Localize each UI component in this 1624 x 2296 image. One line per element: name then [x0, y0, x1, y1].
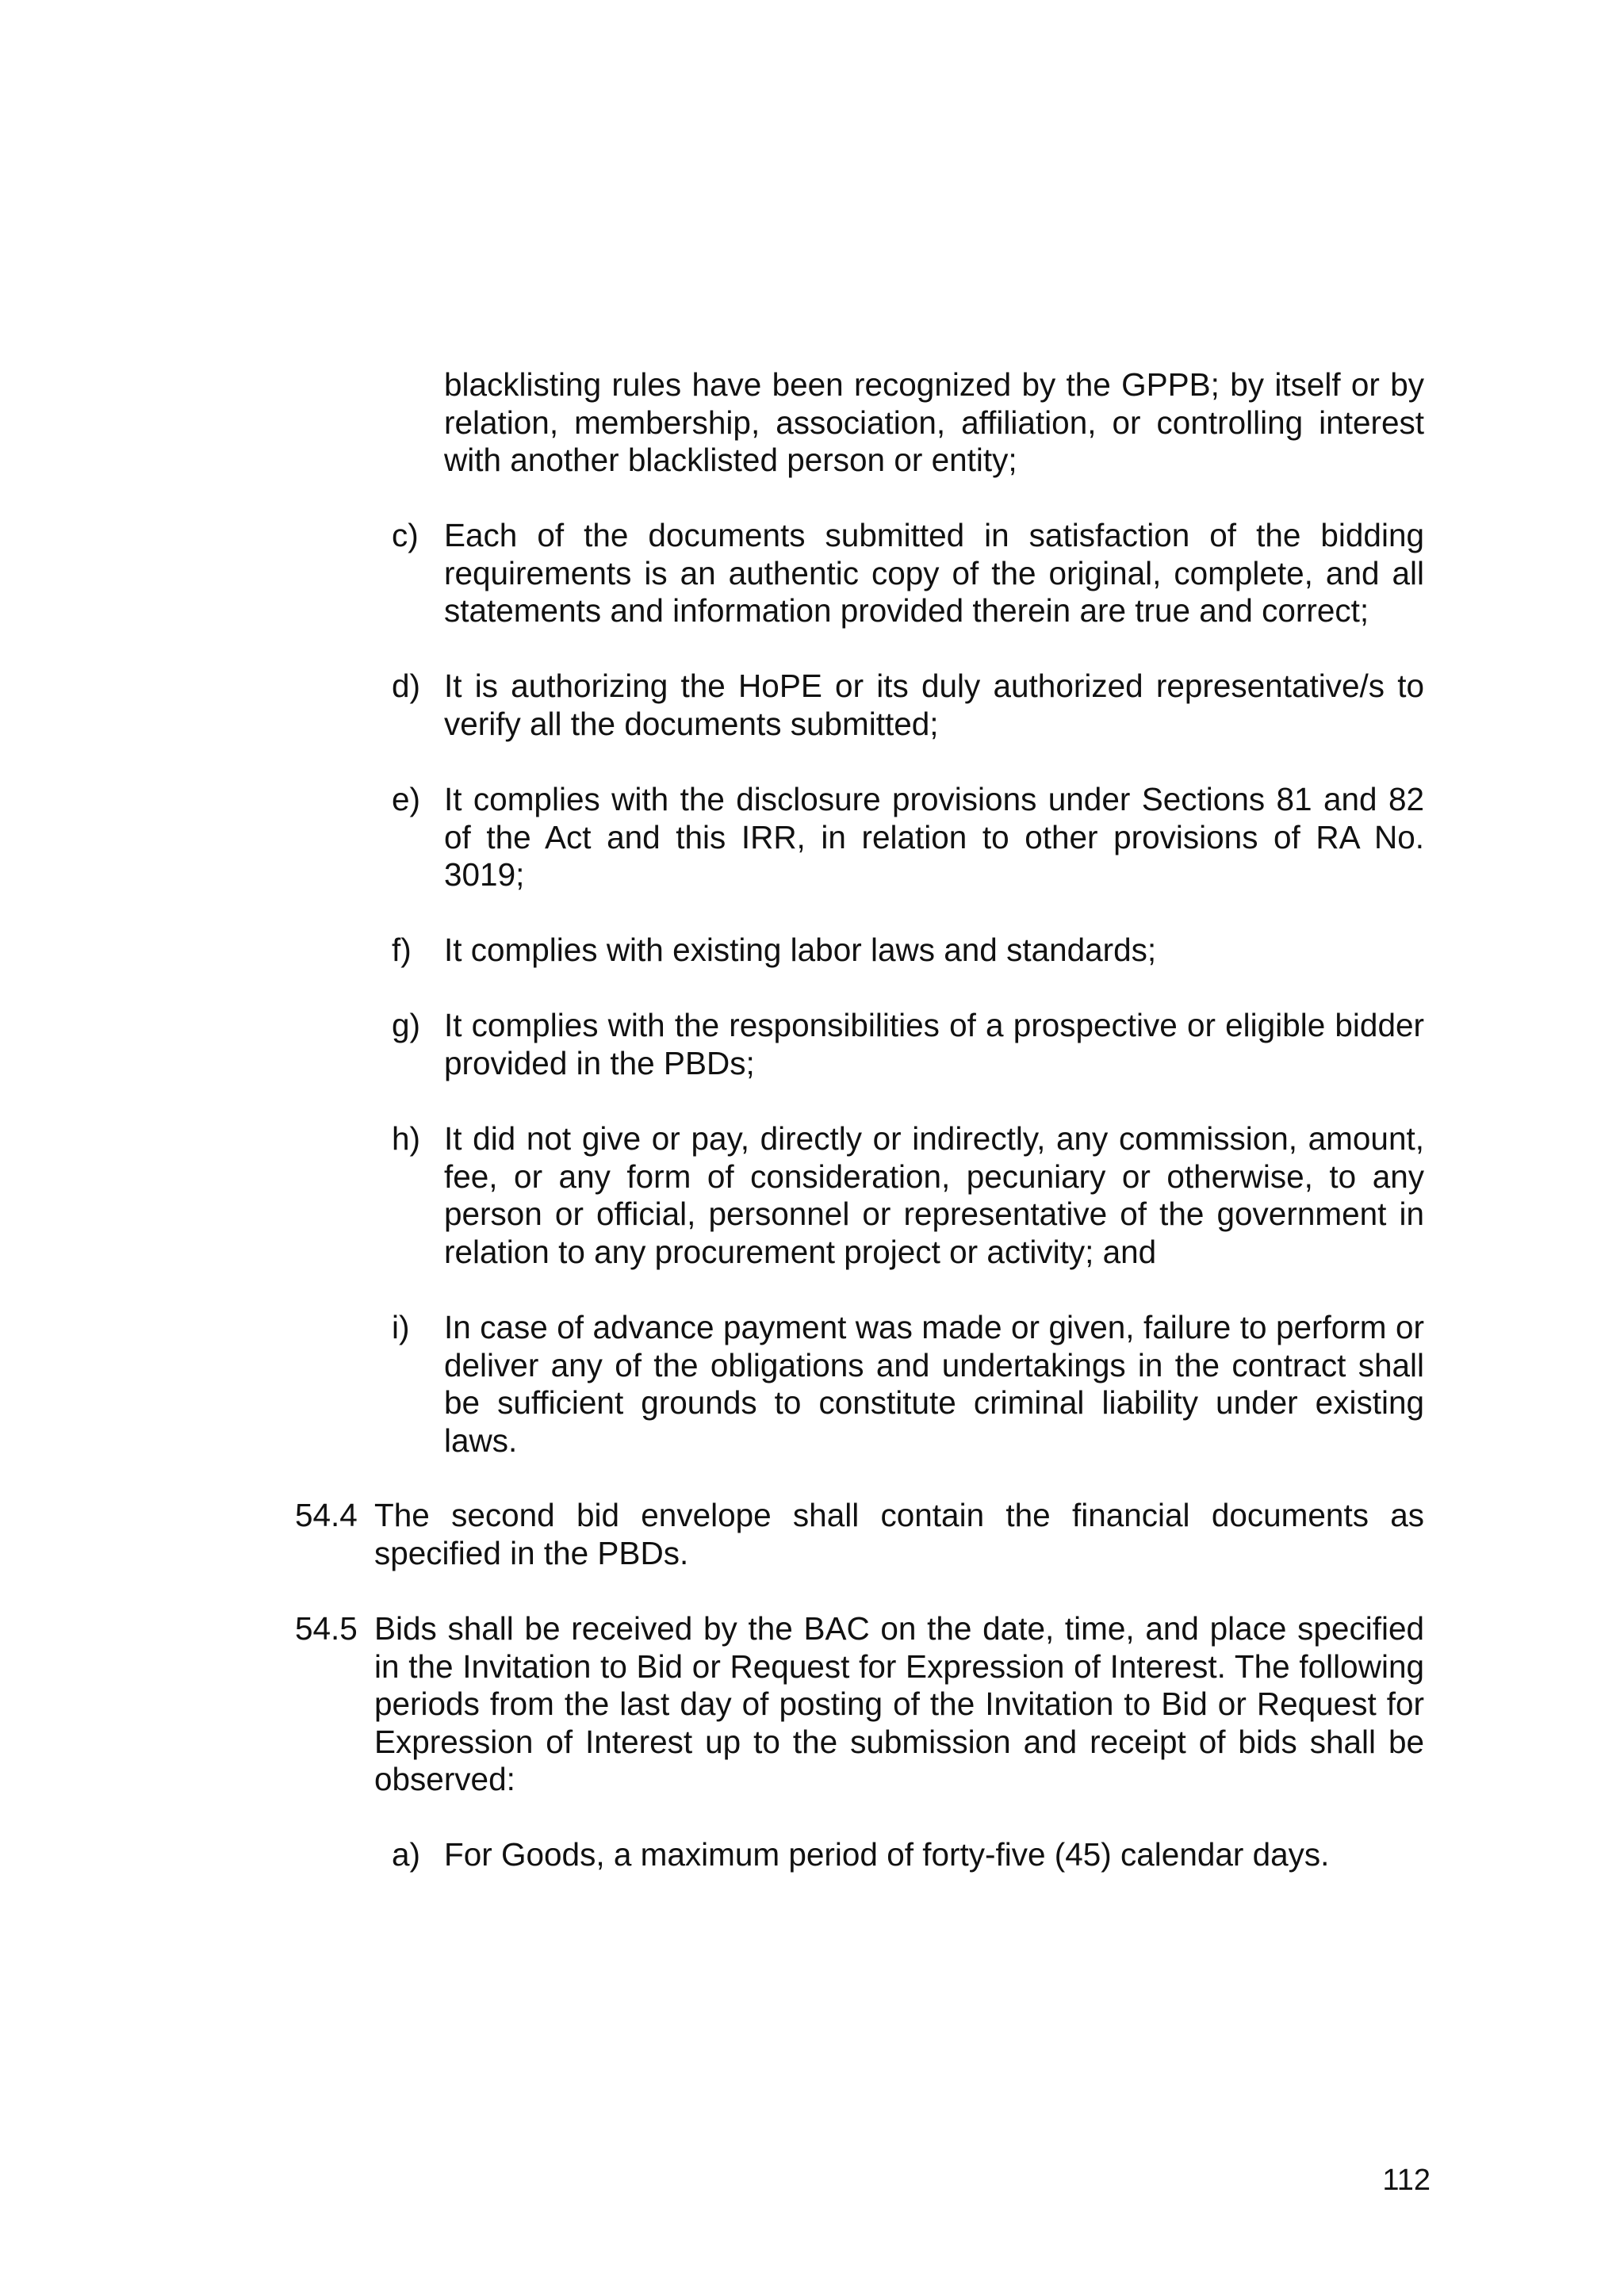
list-item-text: Each of the documents submitted in satisfaction of the bidding requirements is an authentic copy of the original, complete, and all statements and information provided therein are true and correct; — [444, 517, 1424, 629]
list-item-g — [392, 1007, 1424, 1082]
continuation-paragraph: blacklisting rules have been recognized by the GPPB; by itself or by relation, membership, association, affiliation, or controlling interest with another blacklisted person or entity; — [444, 366, 1424, 478]
list-item-d — [392, 668, 1424, 743]
list-item-text: For Goods, a maximum period of forty-five (45) calendar days. — [444, 1836, 1330, 1873]
list-item-label: h) — [392, 1120, 421, 1157]
list-item-text: It complies with existing labor laws and standards; — [444, 932, 1157, 968]
section-number: 54.4 — [295, 1497, 358, 1533]
list-item-text: It complies with the responsibilities of a prospective or eligible bidder provided in the PBDs; — [444, 1007, 1424, 1081]
list-item-label: f) — [392, 932, 412, 968]
list-item-label: a) — [392, 1836, 421, 1873]
sub-item-a — [392, 1836, 1424, 1874]
list-item-text: In case of advance payment was made or given, failure to perform or deliver any of the obligations and undertakings in the contract shall be sufficient grounds to constitute criminal liability under existing laws. — [444, 1309, 1424, 1459]
list-item-text: It complies with the disclosure provisions under Sections 81 and 82 of the Act and this IRR, in relation to other provisions of RA No. 3019; — [444, 781, 1424, 893]
section-text: The second bid envelope shall contain the financial documents as specified in the PBDs. — [374, 1497, 1424, 1571]
list-item-text: It did not give or pay, directly or indirectly, any commission, amount, fee, or any form of consideration, pecuniary or otherwise, to any person or official, personnel or representative of the government in relation to any procurement project or activity; and — [444, 1120, 1424, 1270]
list-item-e — [392, 781, 1424, 894]
list-item-f — [392, 932, 1424, 970]
list-item-c — [392, 517, 1424, 630]
page-number: 112 — [1382, 2164, 1431, 2197]
list-item-i — [392, 1309, 1424, 1460]
section-54-5 — [295, 1610, 1424, 1799]
list-item-label: d) — [392, 668, 421, 704]
list-item-h — [392, 1120, 1424, 1271]
section-number: 54.5 — [295, 1610, 358, 1647]
section-54-4 — [295, 1497, 1424, 1572]
list-item-label: i) — [392, 1309, 410, 1345]
list-item-label: g) — [392, 1007, 421, 1043]
list-item-text: It is authorizing the HoPE or its duly authorized representative/s to verify all the documents submitted; — [444, 668, 1424, 742]
section-text: Bids shall be received by the BAC on the date, time, and place specified in the Invitation to Bid or Request for Expression of Interest. The following periods from the last day of posting of the Invitation to Bid or Request for Expression of Interest up to the submission and receipt of bids shall be observed: — [374, 1610, 1424, 1797]
list-item-label: e) — [392, 781, 421, 817]
list-item-label: c) — [392, 517, 419, 553]
